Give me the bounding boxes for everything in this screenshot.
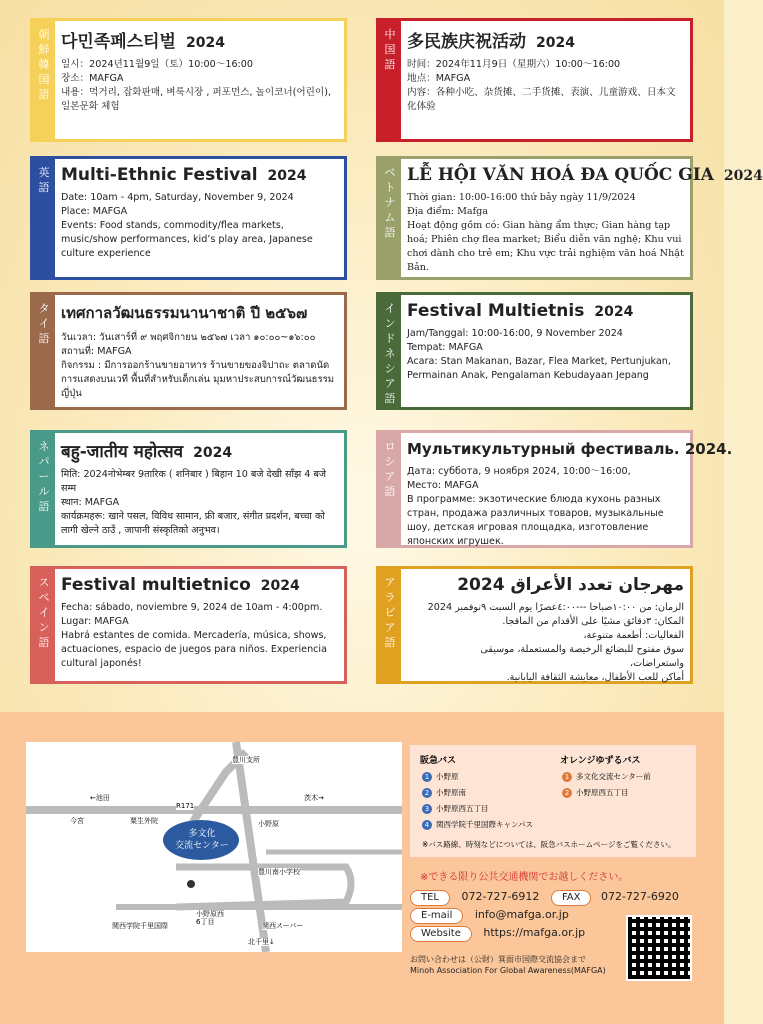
stop-number-icon: 3 (422, 804, 432, 814)
bus-stop (422, 819, 533, 835)
bus-stop-name: 小野原 (436, 772, 459, 781)
card-line: المكان: ٣دقائق مشيًا على الأقدام من الماقجا. (502, 616, 684, 627)
card-line: स्थान: MAFGA (61, 497, 120, 508)
card-line: Hoạt động gồm có: Gian hàng ẩm thực; Gian hàng tạp hoá; Phiên chợ flea market; Biểu diễn văn nghệ; Khu vui chơi dành cho trẻ em; Khu vực trải nghiệm văn hoá Nhật Bản. (407, 220, 684, 273)
card-year: 2024 (260, 578, 300, 594)
card-title-text: 다민족페스티벌 (61, 32, 176, 52)
web-label: Website (410, 926, 472, 942)
language-char: イ (38, 606, 50, 619)
card-title-text: Festival multietnico (61, 575, 251, 595)
bus-stop (422, 771, 533, 787)
language-tab (379, 159, 401, 277)
card-line: Place: MAFGA (61, 206, 128, 217)
card-line: Acara: Stan Makanan, Bazar, Flea Market, Pertunjukan, Permainan Anak, Pengalaman Kebudayaan Jepang (407, 356, 671, 381)
card-line: Thời gian: 10:00-16:00 thứ bảy ngày 11/9/2024 (407, 192, 636, 203)
fax-number: 072-727-6920 (600, 890, 679, 903)
language-char: 鮮 (38, 43, 50, 56)
language-char: ナ (384, 196, 396, 209)
card-title (61, 439, 338, 462)
language-char: ト (384, 181, 396, 194)
map-center-label: 多文化 交流センター (175, 829, 229, 851)
stop-number-icon: 2 (562, 788, 572, 798)
card-line: Tempat: MAFGA (407, 342, 483, 353)
fax-label: FAX (551, 890, 592, 906)
web-row (410, 926, 585, 942)
qr-code[interactable] (626, 915, 692, 981)
language-tab (379, 21, 401, 139)
bus-stop (422, 803, 533, 819)
language-char: ベ (384, 166, 396, 179)
card-title (407, 27, 684, 52)
tel-label: TEL (410, 890, 450, 906)
language-char: ペ (38, 591, 50, 604)
language-char: ラ (384, 591, 396, 604)
card-year: 2024 (594, 304, 634, 320)
tel-number[interactable]: 072-727-6912 (461, 890, 540, 903)
card-line: วันเวลา: วันเสาร์ที่ ๙ พฤศจิกายน ๒๕๖๗ เวลา ๑๐:๐๐~๑๖:๐๐ (61, 332, 316, 343)
language-char: イ (38, 317, 50, 330)
card-line: واستعراضات، (629, 658, 684, 669)
card-title (407, 165, 763, 185)
tel-row (410, 890, 679, 906)
language-char: 語 (384, 485, 396, 498)
card-line: Lugar: MAFGA (61, 616, 129, 627)
language-char: ロ (384, 440, 396, 453)
festival-card (376, 430, 733, 548)
card-line: Дата: суббота, 9 ноября 2024, 10:00〜16:00, (407, 466, 631, 477)
language-tab (33, 433, 55, 545)
card-line: 时间：2024年11月9日（星期六）10:00〜16:00 (407, 59, 621, 70)
stop-number-icon: 2 (422, 788, 432, 798)
card-line: मिति: 2024नोभेम्बर 9तारिक ( शनिबार ) बिहान 10 बजे देखी साँझ 4 बजे सम्म (61, 469, 327, 494)
card-year: 2024 (193, 445, 233, 461)
festival-card (30, 566, 347, 684)
bus-note: ※バス路線、時刻などについては、阪急バスホームページをご覧ください。 (422, 840, 676, 849)
language-char: ア (384, 377, 396, 390)
bus-stop-name: 小野原西五丁目 (576, 788, 629, 797)
card-line: Fecha: sábado, noviembre 9, 2024 de 10am - 4:00pm. (61, 602, 323, 613)
bus-info-panel (410, 745, 696, 857)
card-title-text: Festival Multietnis (407, 301, 585, 321)
card-line: 내용：먹거리, 잡화판매, 벼룩시장 , 퍼포먼스, 놀이코너(어린이), 일본문화 체험 (61, 87, 331, 112)
hankyu-bus-title: 阪急バス (420, 756, 457, 766)
festival-card (376, 566, 693, 684)
stop-number-icon: 4 (422, 820, 432, 830)
language-char: 中 (384, 28, 396, 41)
transit-notice: ※できる限り公共交通機関でお越しください。 (420, 872, 629, 883)
card-line: Jam/Tanggal: 10:00-16:00, 9 November 2024 (407, 328, 623, 339)
language-char: シ (384, 362, 396, 375)
card-line: Место: MAFGA (407, 480, 479, 491)
festival-card (376, 156, 763, 280)
map-label: 今宮 (70, 817, 84, 825)
bus-stop (562, 787, 651, 803)
language-char: ビ (384, 606, 396, 619)
email-row (410, 908, 569, 924)
language-char: ム (384, 211, 396, 224)
language-char: シ (384, 455, 396, 468)
card-line: Date: 10am - 4pm, Saturday, November 9, 2024 (61, 192, 294, 203)
language-char: 語 (384, 636, 396, 649)
bus-stop-name: 関西学院千里国際キャンパス (436, 820, 533, 829)
festival-card (30, 430, 347, 548)
map-label: 茨木→ (304, 794, 324, 802)
card-title (407, 575, 684, 595)
language-char: パ (38, 455, 50, 468)
language-char: 語 (384, 392, 396, 405)
map-label: R171 (176, 802, 195, 810)
card-title (61, 575, 338, 595)
language-char: イ (384, 302, 396, 315)
map-label: 小野原西 6丁目 (196, 910, 224, 926)
language-tab (33, 569, 55, 681)
card-title-text: बहु-जातीय महोत्सव (61, 442, 184, 462)
language-char: 語 (38, 636, 50, 649)
language-char: ア (384, 576, 396, 589)
map-label: ←池田 (90, 794, 110, 802)
map-label: 関西スーパー (262, 922, 304, 930)
card-year: 2024 (185, 35, 225, 51)
org-en: Minoh Association For Global Awareness(MAFGA) (410, 966, 606, 975)
map-label: 関西学院千里国際 (112, 922, 168, 930)
language-char: ネ (38, 440, 50, 453)
map-label: 小野原 (258, 820, 279, 828)
card-line: कार्यक्रमहरू: खाने पसल, विविध सामान, फ्री बजार, संगीत प्रदर्शन, बच्चा को लागी खेल्ने ठाउँ , जापानी संस्कृतिको अनुभव। (61, 511, 325, 536)
card-line: أماكن للعب الأطفال، معايشة الثقافة اليابانية. (506, 672, 684, 683)
map-label: 豊川支所 (232, 756, 260, 764)
language-char: 国 (38, 73, 50, 86)
language-char: 語 (38, 88, 50, 101)
language-char: 語 (38, 181, 50, 194)
language-tab (379, 569, 401, 681)
language-char: ー (38, 470, 50, 483)
card-line: الزمان: من ١٠:٠٠صباحا ---٤:٠٠عصرًا يوم السبت ٩نوفمبر 2024 (427, 602, 684, 613)
language-char: 国 (384, 43, 396, 56)
map-label: 粟生外院 (130, 817, 158, 825)
card-line: 地点：MAFGA (407, 73, 471, 84)
language-char: ン (384, 317, 396, 330)
card-title-text: LỄ HỘI VĂN HOÁ ĐA QUỐC GIA (407, 165, 714, 185)
language-char: ア (384, 470, 396, 483)
language-char: 英 (38, 166, 50, 179)
language-tab (379, 433, 401, 545)
language-char: ル (38, 485, 50, 498)
map-label: 北千里↓ (248, 938, 275, 946)
card-line: الفعاليات: أطعمة متنوعة، (583, 630, 684, 641)
card-line: Địa điểm: Mafga (407, 206, 489, 217)
card-line: สถานที่: MAFGA (61, 346, 132, 357)
card-line: 장소：MAFGA (61, 73, 124, 84)
language-char: 韓 (38, 58, 50, 71)
card-line: 일시：2024년11월9일（토）10:00〜16:00 (61, 59, 254, 70)
language-char: 語 (38, 332, 50, 345)
language-char: タ (38, 302, 50, 315)
card-title-text: Мультикультурный фестиваль. 2024. (407, 440, 733, 458)
bus-stop (422, 787, 533, 803)
language-tab (33, 295, 55, 407)
card-line: 内容：各种小吃、杂货摊、二手货摊、表演、儿童游戏、日本文化体验 (407, 87, 676, 112)
card-title (61, 301, 338, 325)
language-tab (33, 159, 55, 277)
card-title-text: Multi-Ethnic Festival (61, 165, 258, 185)
card-title (407, 301, 684, 321)
stop-number-icon: 1 (562, 772, 572, 782)
festival-card (376, 18, 693, 142)
card-line: Habrá estantes de comida. Mercadería, música, shows, actuaciones, espacio de juegos para niños. Experiencia cultural japonés! (61, 630, 327, 669)
language-char: ネ (384, 347, 396, 360)
language-char: 朝 (38, 28, 50, 41)
card-title (407, 439, 733, 459)
bus-stop-name: 小野原南 (436, 788, 466, 797)
org-jp: お問い合わせは（公財）箕面市国際交流協会まで (410, 955, 586, 964)
map-label: 豊川南小学校 (258, 868, 300, 876)
bus-stop (562, 771, 651, 787)
card-title (61, 27, 338, 52)
stop-number-icon: 1 (422, 772, 432, 782)
card-line: В программе: экзотические блюда кухонь разных стран, продажа различных товаров, музыкальные шоу, детская игровая площадка, изготовление японских игрушек. (407, 494, 664, 547)
festival-card (30, 292, 347, 410)
card-title-text: 多民族庆祝活动 (407, 32, 526, 52)
card-year: 2024 (267, 168, 307, 184)
email-address[interactable]: info@mafga.or.jp (474, 908, 569, 921)
orange-bus-title: オレンジゆずるバス (560, 756, 641, 766)
language-char: ン (38, 621, 50, 634)
language-char: 語 (38, 500, 50, 513)
language-tab (379, 295, 401, 407)
bus-stop-name: 多文化交流センター前 (576, 772, 651, 781)
card-title (61, 165, 338, 185)
language-char: ス (38, 576, 50, 589)
email-label: E-mail (410, 908, 463, 924)
card-title-text: مهرجان تعدد الأعراق 2024 (457, 575, 684, 595)
language-tab (33, 21, 55, 139)
card-year: 2024 (536, 35, 575, 51)
bus-stop-name: 小野原西五丁目 (436, 804, 489, 813)
festival-card (376, 292, 693, 410)
card-line: سوق مفتوح للبضائع الرخيصة والمستعملة، موسيقى (480, 644, 684, 655)
language-char: 語 (384, 58, 396, 71)
card-year: 2024 (723, 168, 763, 184)
card-line: Events: Food stands, commodity/flea markets, music/show performances, kid’s play area, Japanese culture experience (61, 220, 313, 259)
festival-card (30, 156, 347, 280)
language-char: ド (384, 332, 396, 345)
language-char: ア (384, 621, 396, 634)
website-link[interactable]: https://mafga.or.jp (483, 926, 586, 939)
access-map (26, 742, 402, 952)
card-line: กิจกรรม : มีการออกร้านขายอาหาร ร้านขายของจิปาถะ ตลาดนัด การแสดงบนเวที พื้นที่สำหรับเด็กเล่น มุมหาประสบการณ์วัฒนธรรมญี่ปุ่น (61, 360, 335, 399)
language-char: 語 (384, 226, 396, 239)
card-title-text: เทศกาลวัฒนธรรมนานาชาติ ปี ๒๕๖๗ (61, 304, 308, 322)
festival-card (30, 18, 347, 142)
